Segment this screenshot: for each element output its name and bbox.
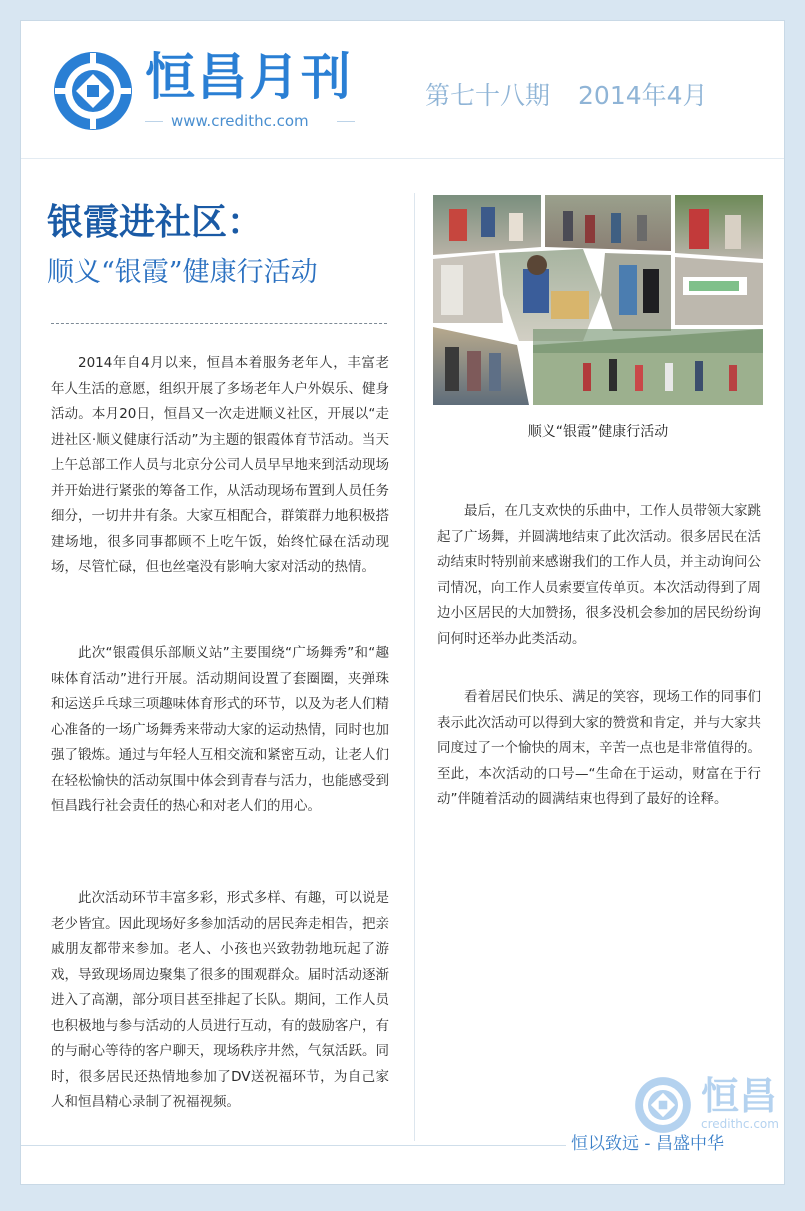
header-divider bbox=[21, 158, 784, 159]
issue-date: 2014年4月 bbox=[578, 81, 708, 110]
watermark-url: credithc.com bbox=[701, 1117, 779, 1131]
logo-url-row bbox=[145, 111, 355, 131]
article-paragraph-2: 此次“银霞俱乐部顺义站”主要围绕“广场舞秀”和“趣味体育活动”进行开展。活动期间设置了套圈圈，夹弹珠和运送乒乓球三项趣味体育形式的环节，以及为老人们精心准备的一场广场舞秀来带动大家的运动热情，同时也加强了锻炼。通过与年轻人互相交流和紧密互动，让老人们在轻松愉快的活动氛围中体会到青春与活力，也能感受到恒昌践行社会责任的热心和对老人们的用心。 bbox=[51, 645, 389, 814]
issue-info bbox=[425, 79, 708, 113]
event-photo-collage bbox=[433, 195, 763, 405]
article-title: 银霞进社区： bbox=[47, 202, 264, 243]
logo-url: www.credithc.com bbox=[171, 112, 309, 130]
watermark-logo-icon bbox=[633, 1075, 693, 1135]
photo-collage-image bbox=[433, 195, 763, 405]
photo-caption: 顺义“银霞”健康行活动 bbox=[527, 424, 669, 440]
watermark-title: 恒昌 bbox=[701, 1074, 778, 1118]
column-divider bbox=[414, 193, 415, 1141]
magazine-title: 恒昌月刊 bbox=[145, 48, 353, 106]
magazine-page bbox=[20, 20, 785, 1185]
title-dashed-divider bbox=[51, 323, 387, 324]
article-paragraph-4: 最后，在几支欢快的乐曲中，工作人员带领大家跳起了广场舞，并圆满地结束了此次活动。很多居民在活动结束时特别前来感谢我们的工作人员，并主动询问公司情况，向工作人员索要宣传单页。本次活动得到了周边小区居民的大加赞扬，很多没机会参加的居民纷纷询问何时还举办此类活动。 bbox=[437, 503, 761, 647]
footer-slogan: 恒以致远 - 昌盛中华 bbox=[571, 1134, 724, 1154]
article-paragraph-5: 看着居民们快乐、满足的笑容，现场工作的同事们表示此次活动可以得到大家的赞赏和肯定，并与大家共同度过了一个愉快的周末，辛苦一点也是非常值得的。至此，本次活动的口号—“生命在于运动，财富在于行动”伴随着活动的圆满结束也得到了最好的诠释。 bbox=[437, 689, 761, 807]
hengchang-logo-icon bbox=[51, 49, 135, 133]
article-paragraph-3: 此次活动环节丰富多彩，形式多样、有趣，可以说是老少皆宜。因此现场好多参加活动的居民奔走相告，把亲戚朋友都带来参加。老人、小孩也兴致勃勃地玩起了游戏，导致现场周边聚集了很多的围观群众。届时活动逐渐进入了高潮，部分项目甚至排起了长队。期间，工作人员也积极地与参与活动的人员进行互动，有的鼓励客户，有的与耐心等待的客户聊天，现场秩序井然，气氛活跃。同时，很多居民还热情地参加了DV送祝福环节，为自己家人和恒昌精心录制了祝福视频。 bbox=[51, 890, 389, 1110]
footer-divider bbox=[21, 1145, 566, 1146]
article-paragraph-1: 2014年自4月以来，恒昌本着服务老年人，丰富老年人生活的意愿，组织开展了多场老年人户外娱乐、健身活动。本月20日，恒昌又一次走进顺义社区，开展以“走进社区·顺义健康行活动”为主题的银霞体育节活动。当天上午总部工作人员与北京分公司人员早早地来到活动现场并开始进行紧张的筹备工作，从活动现场布置到人员任务细分，一切井井有条。大家互相配合，群策群力地积极搭建场地，很多同事都顾不上吃午饭，始终忙碌在活动现场，尽管忙碌，但也丝毫没有影响大家对活动的热情。 bbox=[51, 355, 389, 575]
article-subtitle: 顺义“银霞”健康行活动 bbox=[47, 257, 318, 288]
issue-number: 第七十八期 bbox=[425, 81, 551, 110]
